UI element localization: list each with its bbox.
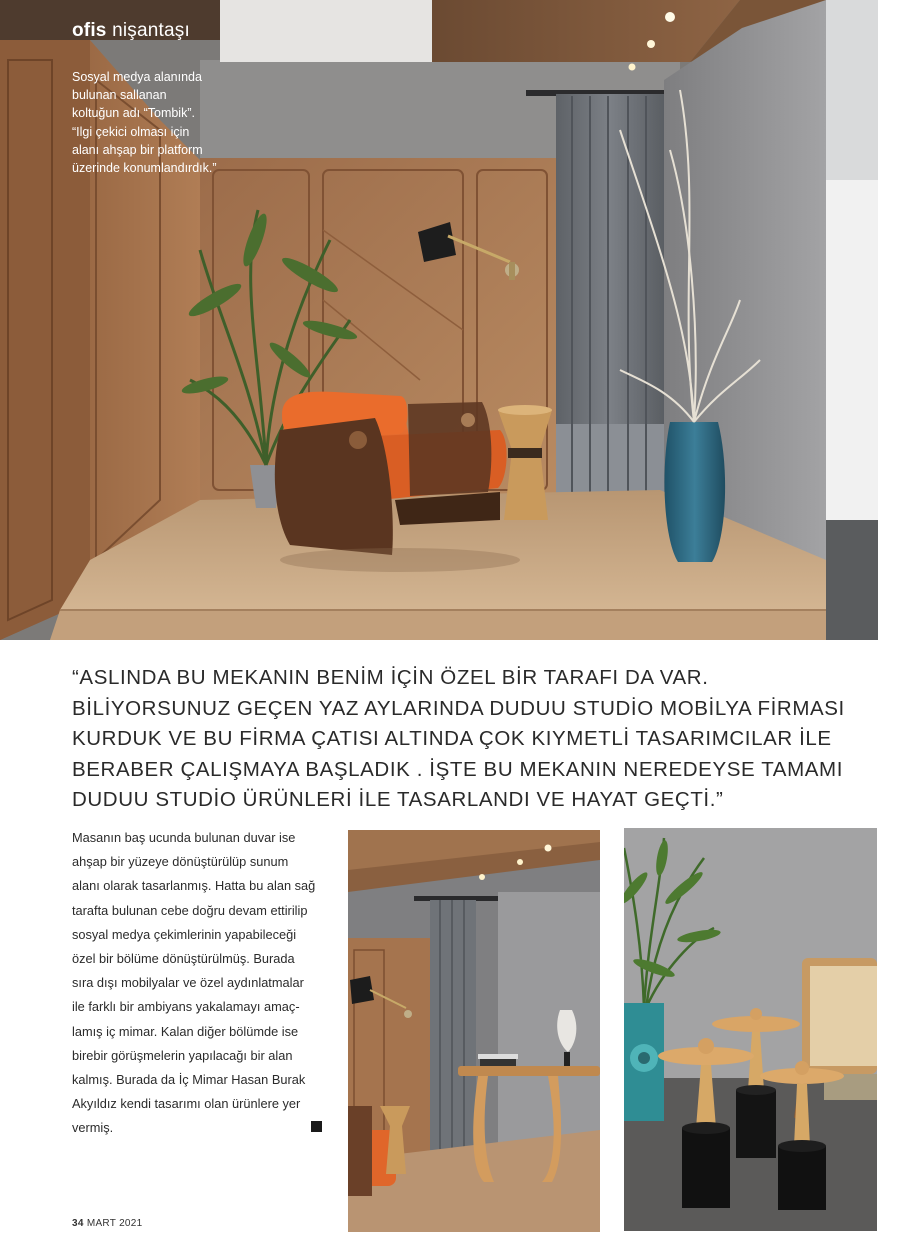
body-line: ahşap bir yüzeye dönüştürülüp sunum	[72, 854, 289, 870]
body-line: lamış iç mimar. Kalan diğer bölümde ise	[72, 1023, 299, 1039]
body-line: özel bir bölüme dönüştürülmüş. Burada	[72, 951, 295, 967]
caption-line: alanı ahşap bir platform	[72, 142, 203, 157]
body-line: birebir görüşmelerin yapılacağı bir alan	[72, 1047, 293, 1063]
body-line: vermiş.	[72, 1120, 114, 1136]
brand-bold: ofis	[72, 20, 107, 41]
page-number: 34	[72, 1218, 84, 1229]
brand-light: nişantaşı	[112, 20, 190, 41]
quote-line: BİLİYORSUNUZ GEÇEN YAZ AYLARINDA DUDUU STUDİO MOBİLYA FİRMASI	[72, 696, 845, 720]
body-line: ile farklı bir ambiyans yakalamayı amaç-	[72, 999, 300, 1015]
body-line: Akyıldız kendi tasarımı olan ürünlere yer	[72, 1096, 301, 1112]
body-line: alanı olarak tasarlanmış. Hatta bu alan sağ	[72, 878, 316, 894]
photo-caption	[72, 68, 262, 177]
quote-line: “ASLINDA BU MEKANIN BENİM İÇİN ÖZEL BİR TARAFI DA VAR.	[72, 666, 709, 689]
article-body	[72, 826, 324, 1141]
caption-line: koltuğun adı “Tombik”.	[72, 106, 195, 121]
body-line: sosyal medya çekimlerinin yapabileceği	[72, 926, 297, 942]
caption-line: “Ilgi çekici olması için	[72, 124, 190, 139]
page-folio	[72, 1218, 143, 1229]
quote-line: KURDUK VE BU FİRMA ÇATISI ALTINDA ÇOK KIYMETLİ TASARIMCILAR İLE	[72, 727, 832, 751]
magazine-section-brand	[72, 20, 190, 42]
body-line: Masanın baş ucunda bulunan duvar ise	[72, 830, 296, 845]
side-tables-photo	[624, 828, 877, 1231]
console-table-photo	[348, 830, 600, 1232]
body-line: tarafta bulunan cebe doğru devam ettirilip	[72, 902, 308, 918]
body-line: kalmış. Burada da İç Mimar Hasan Burak	[72, 1072, 306, 1088]
body-line: sıra dışı mobilyalar ve özel aydınlatmalar	[72, 975, 304, 991]
article-end-mark	[311, 1121, 322, 1132]
caption-line: üzerinde konumlandırdık.”	[72, 161, 217, 176]
caption-line: bulunan sallanan	[72, 88, 167, 103]
pull-quote	[72, 663, 882, 816]
caption-line: Sosyal medya alanında	[72, 70, 202, 84]
quote-line: BERABER ÇALIŞMAYA BAŞLADIK . İŞTE BU MEKANIN NEREDEYSE TAMAMI	[72, 757, 843, 781]
quote-line: DUDUU STUDİO ÜRÜNLERİ İLE TASARLANDI VE HAYAT GEÇTİ.”	[72, 788, 724, 812]
issue-date: MART 2021	[86, 1218, 143, 1229]
